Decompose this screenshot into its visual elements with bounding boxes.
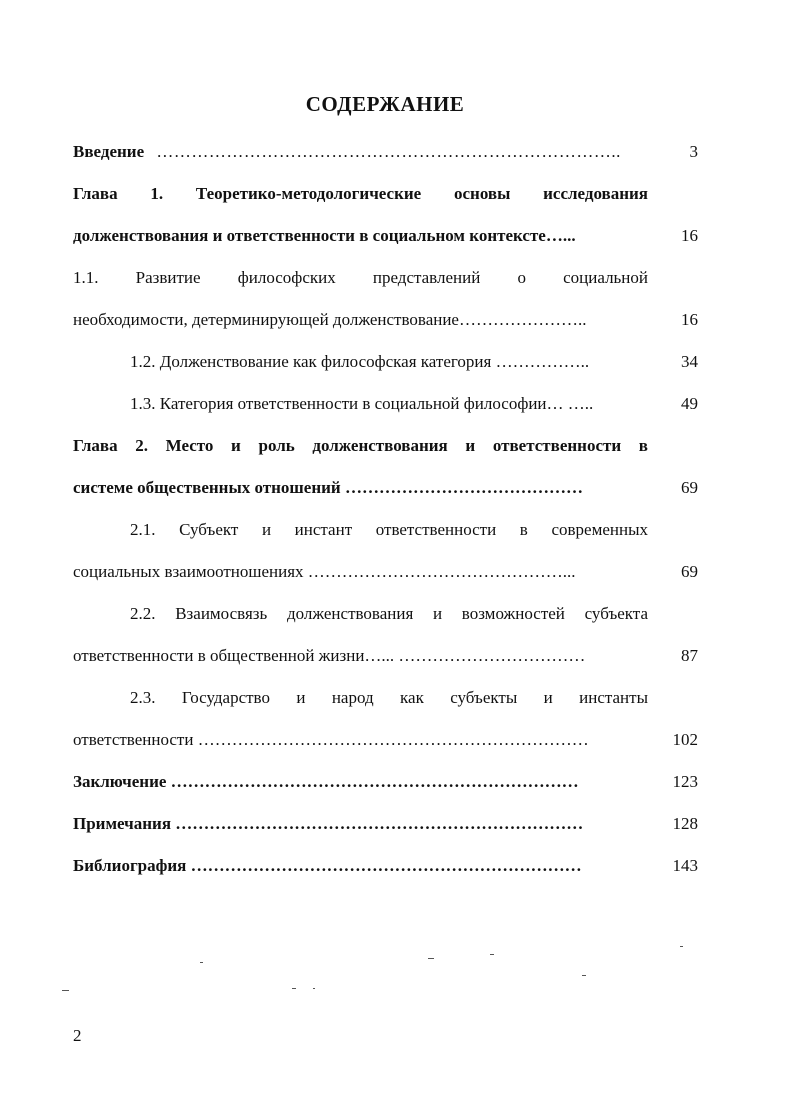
scan-speck (582, 975, 586, 976)
scan-speck (292, 988, 296, 989)
scan-speck (313, 988, 315, 989)
toc-page-chapter2: 69 (681, 478, 698, 497)
toc-page-section-1-2: 34 (681, 352, 698, 371)
scan-speck (490, 954, 494, 955)
toc-entry-section-2-3-line1: 2.3. Государство и народ как субъекты и инстанты (130, 688, 648, 707)
page-number: 2 (73, 1026, 82, 1045)
toc-page-chapter1: 16 (681, 226, 698, 245)
toc-entry-chapter1-line2: долженствования и ответственности в социальном контексте…... (73, 226, 576, 245)
toc-page-section-2-3: 102 (672, 730, 698, 749)
toc-entry-section-2-2-line1: 2.2. Взаимосвязь долженствования и возможностей субъекта (130, 604, 648, 623)
toc-entry-chapter1-line1: Глава 1. Теоретико-методологические основы исследования (73, 184, 648, 203)
toc-entry-intro-label: Введение (73, 142, 145, 161)
toc-entry-section-1-3: 1.3. Категория ответственности в социальной философии… ….. (130, 394, 594, 413)
toc-page-section-1-3: 49 (681, 394, 698, 413)
toc-entry-section-2-3-line2: ответственности …………………………………………………………… (73, 730, 589, 749)
toc-leader-dots: …………………………………………………………………….. (156, 142, 621, 161)
toc-entry-chapter2-line2: системе общественных отношений …………………………………… (73, 478, 583, 497)
toc-entry-section-2-1-line2: социальных взаимоотношениях ………………………………………... (73, 562, 576, 581)
scan-speck (680, 946, 683, 947)
scan-speck (428, 958, 434, 959)
scan-speck (62, 990, 69, 991)
toc-page-intro: 3 (689, 142, 698, 161)
toc-entry-intro (73, 141, 648, 163)
toc-entry-section-2-2-line2: ответственности в общественной жизни…... …………………………… (73, 646, 586, 665)
toc-entry-section-2-1-line1: 2.1. Субъект и инстант ответственности в современных (130, 520, 648, 539)
toc-entry-chapter2-line1: Глава 2. Место и роль долженствования и ответственности в (73, 436, 648, 455)
toc-entry-bibliography: Библиография …………………………………………………………… (73, 856, 582, 875)
toc-page-conclusion: 123 (672, 772, 698, 791)
toc-page-section-2-2: 87 (681, 646, 698, 665)
toc-page-section-2-1: 69 (681, 562, 698, 581)
toc-entry-conclusion: Заключение ……………………………………………………………… (73, 772, 579, 791)
toc-page-bibliography: 143 (672, 856, 698, 875)
toc-entry-section-1-1-line2: необходимости, детерминирующей долженствование………………….. (73, 310, 587, 329)
page-title: СОДЕРЖАНИЕ (305, 92, 465, 116)
toc-entry-notes: Примечания ……………………………………………………………… (73, 814, 584, 833)
toc-entry-section-1-2: 1.2. Долженствование как философская категория …………….. (130, 352, 590, 371)
scan-speck (200, 962, 203, 963)
toc-entry-section-1-1-line1: 1.1. Развитие философских представлений о социальной (73, 268, 648, 287)
toc-page-notes: 128 (672, 814, 698, 833)
toc-page-section-1-1: 16 (681, 310, 698, 329)
